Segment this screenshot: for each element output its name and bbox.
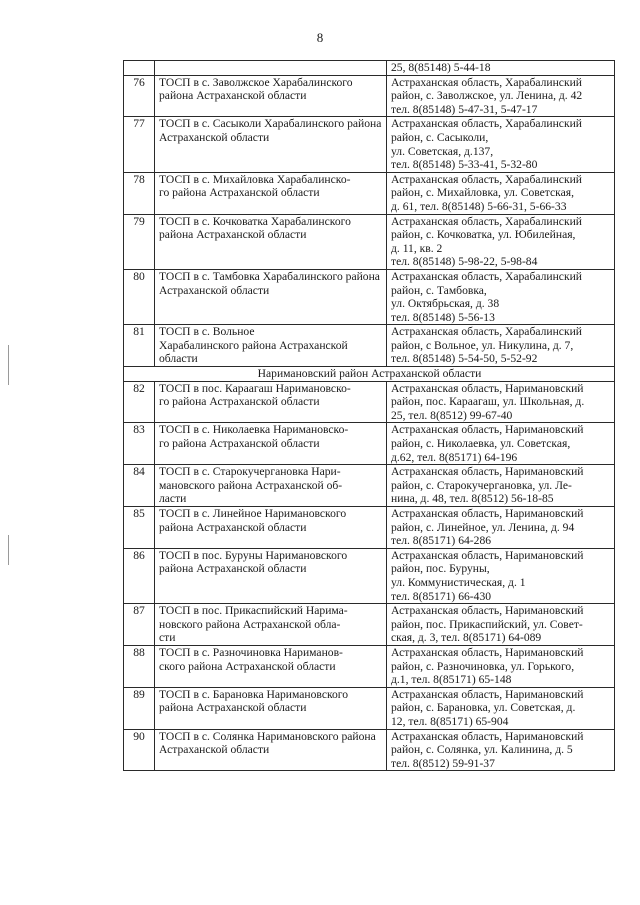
address-cell: Астраханская область, Харабалинский район, с. Кочковатка, ул. Юбилейная, д. 11, кв. 2 тел. 8(85148) 5-98-22, 5-98-84 bbox=[387, 214, 615, 269]
row-number-cell: 78 bbox=[124, 172, 155, 214]
table-row bbox=[124, 172, 615, 214]
office-name-cell: ТОСП в с. Михайловка Харабалинско- го района Астраханской области bbox=[155, 172, 387, 214]
row-number-cell: 82 bbox=[124, 381, 155, 423]
office-name-cell: ТОСП в с. Кочковатка Харабалинского района Астраханской области bbox=[155, 214, 387, 269]
address-cell: 25, 8(85148) 5-44-18 bbox=[387, 61, 615, 76]
row-number-cell: 80 bbox=[124, 269, 155, 324]
table-row bbox=[124, 548, 615, 603]
office-name-cell: ТОСП в с. Заволжское Харабалинского района Астраханской области bbox=[155, 75, 387, 117]
row-number-cell: 76 bbox=[124, 75, 155, 117]
table-row bbox=[124, 75, 615, 117]
office-name-cell: ТОСП в с. Барановка Наримановского района Астраханской области bbox=[155, 687, 387, 729]
table-row bbox=[124, 381, 615, 423]
table-row bbox=[124, 729, 615, 771]
office-name-cell: ТОСП в с. Старокучергановка Нари- мановского района Астраханской об- ласти bbox=[155, 465, 387, 507]
table-row bbox=[124, 214, 615, 269]
table-row bbox=[124, 507, 615, 549]
office-name-cell: ТОСП в пос. Караагаш Наримановско- го района Астраханской области bbox=[155, 381, 387, 423]
row-number-cell: 85 bbox=[124, 507, 155, 549]
row-number-cell bbox=[124, 61, 155, 76]
address-cell: Астраханская область, Наримановский район, с. Старокучергановка, ул. Ле- нина, д. 48, тел. 8(8512) 56-18-85 bbox=[387, 465, 615, 507]
table-row bbox=[124, 465, 615, 507]
office-name-cell: ТОСП в с. Сасыколи Харабалинского района Астраханской области bbox=[155, 117, 387, 172]
address-cell: Астраханская область, Наримановский район, пос. Караагаш, ул. Школьная, д. 25, тел. 8(8512) 99-67-40 bbox=[387, 381, 615, 423]
table-row bbox=[124, 687, 615, 729]
row-number-cell: 88 bbox=[124, 645, 155, 687]
office-name-cell: ТОСП в с. Тамбовка Харабалинского района Астраханской области bbox=[155, 269, 387, 324]
address-cell: Астраханская область, Наримановский район, пос. Буруны, ул. Коммунистическая, д. 1 тел. 8(85171) 66-430 bbox=[387, 548, 615, 603]
office-name-cell: ТОСП в с. Разночиновка Нариманов- ского района Астраханской области bbox=[155, 645, 387, 687]
address-cell: Астраханская область, Наримановский район, пос. Прикаспийский, ул. Совет- ская, д. 3, тел. 8(85171) 64-089 bbox=[387, 604, 615, 646]
office-name-cell: ТОСП в пос. Прикаспийский Нарима- новского района Астраханской обла- сти bbox=[155, 604, 387, 646]
row-number-cell: 89 bbox=[124, 687, 155, 729]
row-number-cell: 86 bbox=[124, 548, 155, 603]
address-cell: Астраханская область, Харабалинский район, с Вольное, ул. Никулина, д. 7, тел. 8(85148) 5-54-50, 5-52-92 bbox=[387, 325, 615, 367]
section-title: Наримановский район Астраханской области bbox=[124, 367, 615, 382]
row-number-cell: 79 bbox=[124, 214, 155, 269]
scan-margin-mark bbox=[8, 345, 9, 385]
address-cell: Астраханская область, Наримановский район, с. Разночиновка, ул. Горького, д.1, тел. 8(85171) 65-148 bbox=[387, 645, 615, 687]
table-row bbox=[124, 269, 615, 324]
row-number-cell: 90 bbox=[124, 729, 155, 771]
address-cell: Астраханская область, Харабалинский район, с. Сасыколи, ул. Советская, д.137, тел. 8(85148) 5-33-41, 5-32-80 bbox=[387, 117, 615, 172]
office-name-cell: ТОСП в с. Линейное Наримановского района Астраханской области bbox=[155, 507, 387, 549]
office-name-cell bbox=[155, 61, 387, 76]
table-row bbox=[124, 325, 615, 367]
address-cell: Астраханская область, Наримановский район, с. Линейное, ул. Ленина, д. 94 тел. 8(85171) 64-286 bbox=[387, 507, 615, 549]
row-number-cell: 81 bbox=[124, 325, 155, 367]
address-cell: Астраханская область, Наримановский район, с. Николаевка, ул. Советская, д.62, тел. 8(85171) 64-196 bbox=[387, 423, 615, 465]
table-row bbox=[124, 604, 615, 646]
table-body bbox=[124, 61, 615, 771]
office-name-cell: ТОСП в пос. Буруны Наримановского района Астраханской области bbox=[155, 548, 387, 603]
row-number-cell: 77 bbox=[124, 117, 155, 172]
section-header-row bbox=[124, 367, 615, 382]
table-row bbox=[124, 423, 615, 465]
row-number-cell: 87 bbox=[124, 604, 155, 646]
table-row-continuation bbox=[124, 61, 615, 76]
office-list-table bbox=[123, 60, 615, 771]
office-name-cell: ТОСП в с. Солянка Наримановского района Астраханской области bbox=[155, 729, 387, 771]
row-number-cell: 83 bbox=[124, 423, 155, 465]
row-number-cell: 84 bbox=[124, 465, 155, 507]
office-name-cell: ТОСП в с. Вольное Харабалинского района Астраханской области bbox=[155, 325, 387, 367]
address-cell: Астраханская область, Наримановский район, с. Барановка, ул. Советская, д. 12, тел. 8(85171) 65-904 bbox=[387, 687, 615, 729]
page-number: 8 bbox=[316, 30, 324, 45]
address-cell: Астраханская область, Харабалинский район, с. Михайловка, ул. Советская, д. 61, тел. 8(85148) 5-66-31, 5-66-33 bbox=[387, 172, 615, 214]
address-cell: Астраханская область, Харабалинский район, с. Тамбовка, ул. Октябрьская, д. 38 тел. 8(85148) 5-56-13 bbox=[387, 269, 615, 324]
scan-margin-mark bbox=[8, 535, 9, 565]
table-row bbox=[124, 645, 615, 687]
address-cell: Астраханская область, Харабалинский район, с. Заволжское, ул. Ленина, д. 42 тел. 8(85148) 5-47-31, 5-47-17 bbox=[387, 75, 615, 117]
table-row bbox=[124, 117, 615, 172]
office-name-cell: ТОСП в с. Николаевка Наримановско- го района Астраханской области bbox=[155, 423, 387, 465]
address-cell: Астраханская область, Наримановский район, с. Солянка, ул. Калинина, д. 5 тел. 8(8512) 59-91-37 bbox=[387, 729, 615, 771]
